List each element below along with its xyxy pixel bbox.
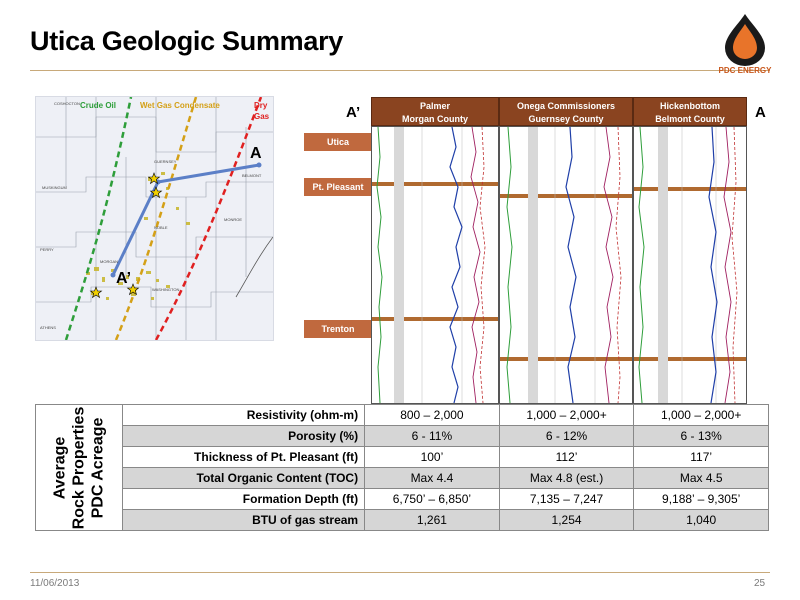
county-label: PERRY — [40, 247, 54, 252]
formation-label-utica: Utica — [304, 133, 372, 151]
row-label: Thickness of Pt. Pleasant (ft) — [122, 447, 365, 468]
county-label: MUSKINGUM — [42, 185, 67, 190]
well-log-palmer — [371, 126, 499, 404]
table-side-label — [36, 405, 123, 531]
side-label-line: Rock Properties — [70, 406, 88, 529]
table-cell: 9,188’ – 9,305’ — [634, 489, 769, 510]
table-cell: 800 – 2,000 — [365, 405, 500, 426]
table-cell: 1,000 – 2,000+ — [634, 405, 769, 426]
row-label: Formation Depth (ft) — [122, 489, 365, 510]
side-label-line: Average — [51, 436, 69, 499]
table-row — [36, 489, 769, 510]
table-cell: 1,000 – 2,000+ — [499, 405, 634, 426]
well-county: Belmont County — [655, 114, 725, 124]
county-label: WASHINGTON — [152, 287, 180, 292]
side-label-text — [50, 406, 107, 529]
table-row — [36, 405, 769, 426]
well-county: Guernsey County — [528, 114, 604, 124]
page-title: Utica Geologic Summary — [30, 26, 343, 56]
county-label: BELMONT — [242, 173, 262, 178]
well-name: Onega Commissioners — [516, 101, 616, 111]
logo-text: PDC ENERGY — [718, 66, 772, 75]
well-header-onega — [499, 97, 633, 126]
row-label: Resistivity (ohm-m) — [122, 405, 365, 426]
table-cell: Max 4.4 — [365, 468, 500, 489]
legend-dry-gas-line1: Dry — [254, 101, 268, 110]
table-row — [36, 468, 769, 489]
table-cell: 6 - 11% — [365, 426, 500, 447]
table-cell: 6 - 13% — [634, 426, 769, 447]
title-divider — [30, 70, 770, 71]
table-cell: 6,750’ – 6,850’ — [365, 489, 500, 510]
well-log-onega — [499, 126, 633, 404]
formation-label-trenton: Trenton — [304, 320, 372, 338]
side-label-line: PDC Acreage — [89, 417, 107, 518]
well-log-hickenbottom — [633, 126, 747, 404]
map-point-a: A — [250, 145, 262, 162]
well-name: Hickenbottom — [659, 101, 720, 111]
map-point-a-prime: A’ — [116, 270, 132, 287]
county-label: MONROE — [224, 217, 242, 222]
formation-label-pt-pleasant: Pt. Pleasant — [304, 178, 372, 196]
county-label: COSHOCTON — [54, 101, 80, 106]
log-curves — [634, 127, 746, 403]
county-label: MORGAN — [100, 259, 118, 264]
page-number: 25 — [754, 578, 766, 589]
table-row — [36, 447, 769, 468]
location-map — [35, 96, 274, 341]
footer-divider — [30, 572, 770, 573]
table-cell: 7,135 – 7,247 — [499, 489, 634, 510]
table-cell: Max 4.8 (est.) — [499, 468, 634, 489]
legend-crude-oil: Crude Oil — [80, 101, 117, 110]
logo-mark-icon — [705, 12, 785, 66]
county-label: NOBLE — [154, 225, 168, 230]
table-cell: 6 - 12% — [499, 426, 634, 447]
table-cell: 112’ — [499, 447, 634, 468]
county-label: ATHENS — [40, 325, 56, 330]
row-label: Total Organic Content (TOC) — [122, 468, 365, 489]
table-cell: 117’ — [634, 447, 769, 468]
table-cell: 1,040 — [634, 510, 769, 531]
footer-date: 11/06/2013 — [30, 578, 80, 589]
well-header-palmer — [371, 97, 499, 126]
row-label: Porosity (%) — [122, 426, 365, 447]
county-label: GUERNSEY — [154, 159, 177, 164]
section-end-a-prime: A’ — [346, 104, 361, 121]
table-cell: 1,261 — [365, 510, 500, 531]
legend-wet-gas: Wet Gas Condensate — [140, 101, 220, 110]
company-logo — [705, 12, 785, 78]
well-county: Morgan County — [402, 114, 468, 124]
row-label: BTU of gas stream — [122, 510, 365, 531]
table-cell: Max 4.5 — [634, 468, 769, 489]
log-curves — [500, 127, 632, 403]
section-end-a: A — [755, 104, 766, 121]
rock-properties-table — [35, 404, 769, 531]
table-cell: 100’ — [365, 447, 500, 468]
table-row — [36, 426, 769, 447]
log-curves — [372, 127, 498, 403]
table-cell: 1,254 — [499, 510, 634, 531]
well-name: Palmer — [419, 101, 451, 111]
legend-dry-gas-line2: Gas — [254, 112, 270, 121]
well-header-hickenbottom — [633, 97, 747, 126]
table-row — [36, 510, 769, 531]
